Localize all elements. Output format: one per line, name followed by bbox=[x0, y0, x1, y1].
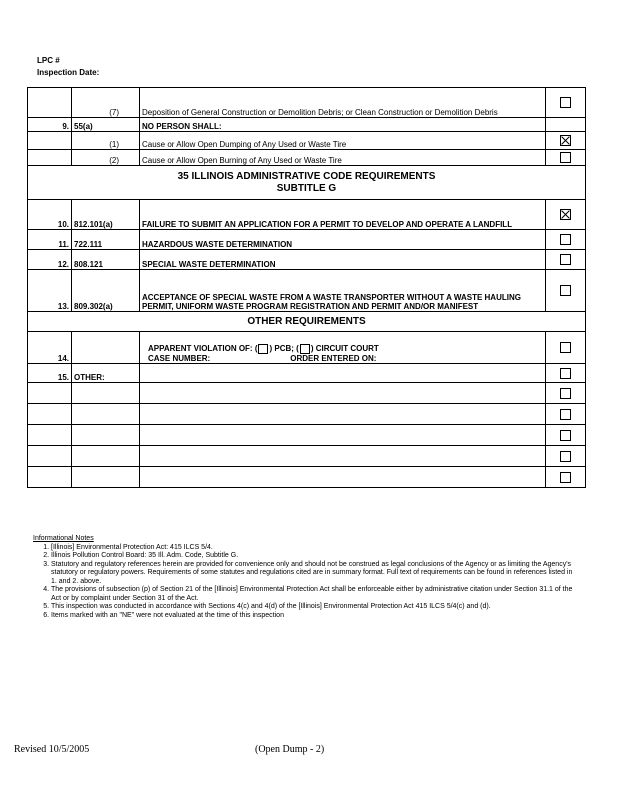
row-9-2: (2) Cause or Allow Open Burning of Any Used or Waste Tire bbox=[28, 150, 586, 166]
informational-notes bbox=[33, 535, 573, 620]
checkbox-9-1-checked[interactable] bbox=[560, 135, 571, 146]
pcb-checkbox[interactable] bbox=[258, 344, 268, 354]
note-item: 6. Items marked with an "NE" were not evaluated at the time of this inspection bbox=[51, 612, 573, 621]
page-label: (Open Dump - 2) bbox=[255, 744, 325, 755]
checkbox-13[interactable] bbox=[560, 285, 571, 296]
blank-row bbox=[28, 383, 586, 404]
checkbox-14[interactable] bbox=[560, 342, 571, 353]
row-11: 11. 722.111 HAZARDOUS WASTE DETERMINATION bbox=[28, 230, 586, 250]
checkbox-12[interactable] bbox=[560, 254, 571, 265]
note-item: 1. [Illinois] Environmental Protection Act: 415 ILCS 5/4. bbox=[51, 544, 573, 553]
checkbox-9-2[interactable] bbox=[560, 152, 571, 163]
blank-row bbox=[28, 446, 586, 467]
row-15: 15. OTHER: bbox=[28, 364, 586, 383]
blank-row bbox=[28, 404, 586, 425]
checkbox-blank-3[interactable] bbox=[560, 430, 571, 441]
row-12: 12. 808.121 SPECIAL WASTE DETERMINATION bbox=[28, 250, 586, 270]
note-item: 3. Statutory and regulatory references herein are provided for convenience only and should not be construed as legal conclusions of the Agency or as limiting the Agency's statutory or regulatory powers. Requirements of some statutes and regulations cited are in summary format. Full text of requirements can be found in references listed in 1. and 2. above. bbox=[51, 561, 573, 587]
blank-row bbox=[28, 467, 586, 488]
lpc-label: LPC # bbox=[37, 56, 60, 65]
blank-row bbox=[28, 425, 586, 446]
checkbox-11[interactable] bbox=[560, 234, 571, 245]
note-item: 4. The provisions of subsection (p) of Section 21 of the [Illinois] Environmental Protection Act shall be enforceable either by administrative citation under Section 31.1 of the Act or by complaint under Section 31 of the Act. bbox=[51, 586, 573, 603]
note-item: 5. This inspection was conducted in accordance with Sections 4(c) and 4(d) of the [Illinois] Environmental Protection Act 415 ILCS 5/4(c) and (d). bbox=[51, 603, 573, 612]
circuit-court-checkbox[interactable] bbox=[300, 344, 310, 354]
row-9: 9. 55(a) NO PERSON SHALL: bbox=[28, 118, 586, 132]
inspection-date-label: Inspection Date: bbox=[37, 68, 100, 77]
checkbox-blank-5[interactable] bbox=[560, 472, 571, 483]
notes-title: Informational Notes bbox=[33, 535, 94, 542]
section-admin-code: 35 ILLINOIS ADMINISTRATIVE CODE REQUIREMENTS SUBTITLE G bbox=[28, 166, 586, 200]
checkbox-15[interactable] bbox=[560, 368, 571, 379]
row-13: 13. 809.302(a) ACCEPTANCE OF SPECIAL WASTE FROM A WASTE TRANSPORTER WITHOUT A WASTE HAULING PERMIT, UNIFORM WASTE PROGRAM REGISTRATION AND PERMIT AND/OR MANIFEST bbox=[28, 270, 586, 312]
checkbox-7[interactable] bbox=[560, 97, 571, 108]
row-7: (7) Deposition of General Construction or Demolition Debris; or Clean Construction or Demolition Debris bbox=[28, 88, 586, 118]
section-other-requirements: OTHER REQUIREMENTS bbox=[28, 312, 586, 332]
checkbox-blank-4[interactable] bbox=[560, 451, 571, 462]
requirements-table bbox=[27, 87, 586, 488]
revised-date: Revised 10/5/2005 bbox=[14, 744, 90, 755]
note-item: 2. Illinois Pollution Control Board: 35 Ill. Adm. Code, Subtitle G. bbox=[51, 552, 573, 561]
checkbox-blank-1[interactable] bbox=[560, 388, 571, 399]
checkbox-blank-2[interactable] bbox=[560, 409, 571, 420]
row-10: 10. 812.101(a) FAILURE TO SUBMIT AN APPLICATION FOR A PERMIT TO DEVELOP AND OPERATE A LANDFILL bbox=[28, 200, 586, 230]
checkbox-10-checked[interactable] bbox=[560, 209, 571, 220]
row-9-1: (1) Cause or Allow Open Dumping of Any Used or Waste Tire bbox=[28, 132, 586, 150]
row-14: 14. APPARENT VIOLATION OF: ( ) PCB; ( ) CIRCUIT COURT CASE NUMBER: ORDER ENTERED ON: bbox=[28, 332, 586, 364]
